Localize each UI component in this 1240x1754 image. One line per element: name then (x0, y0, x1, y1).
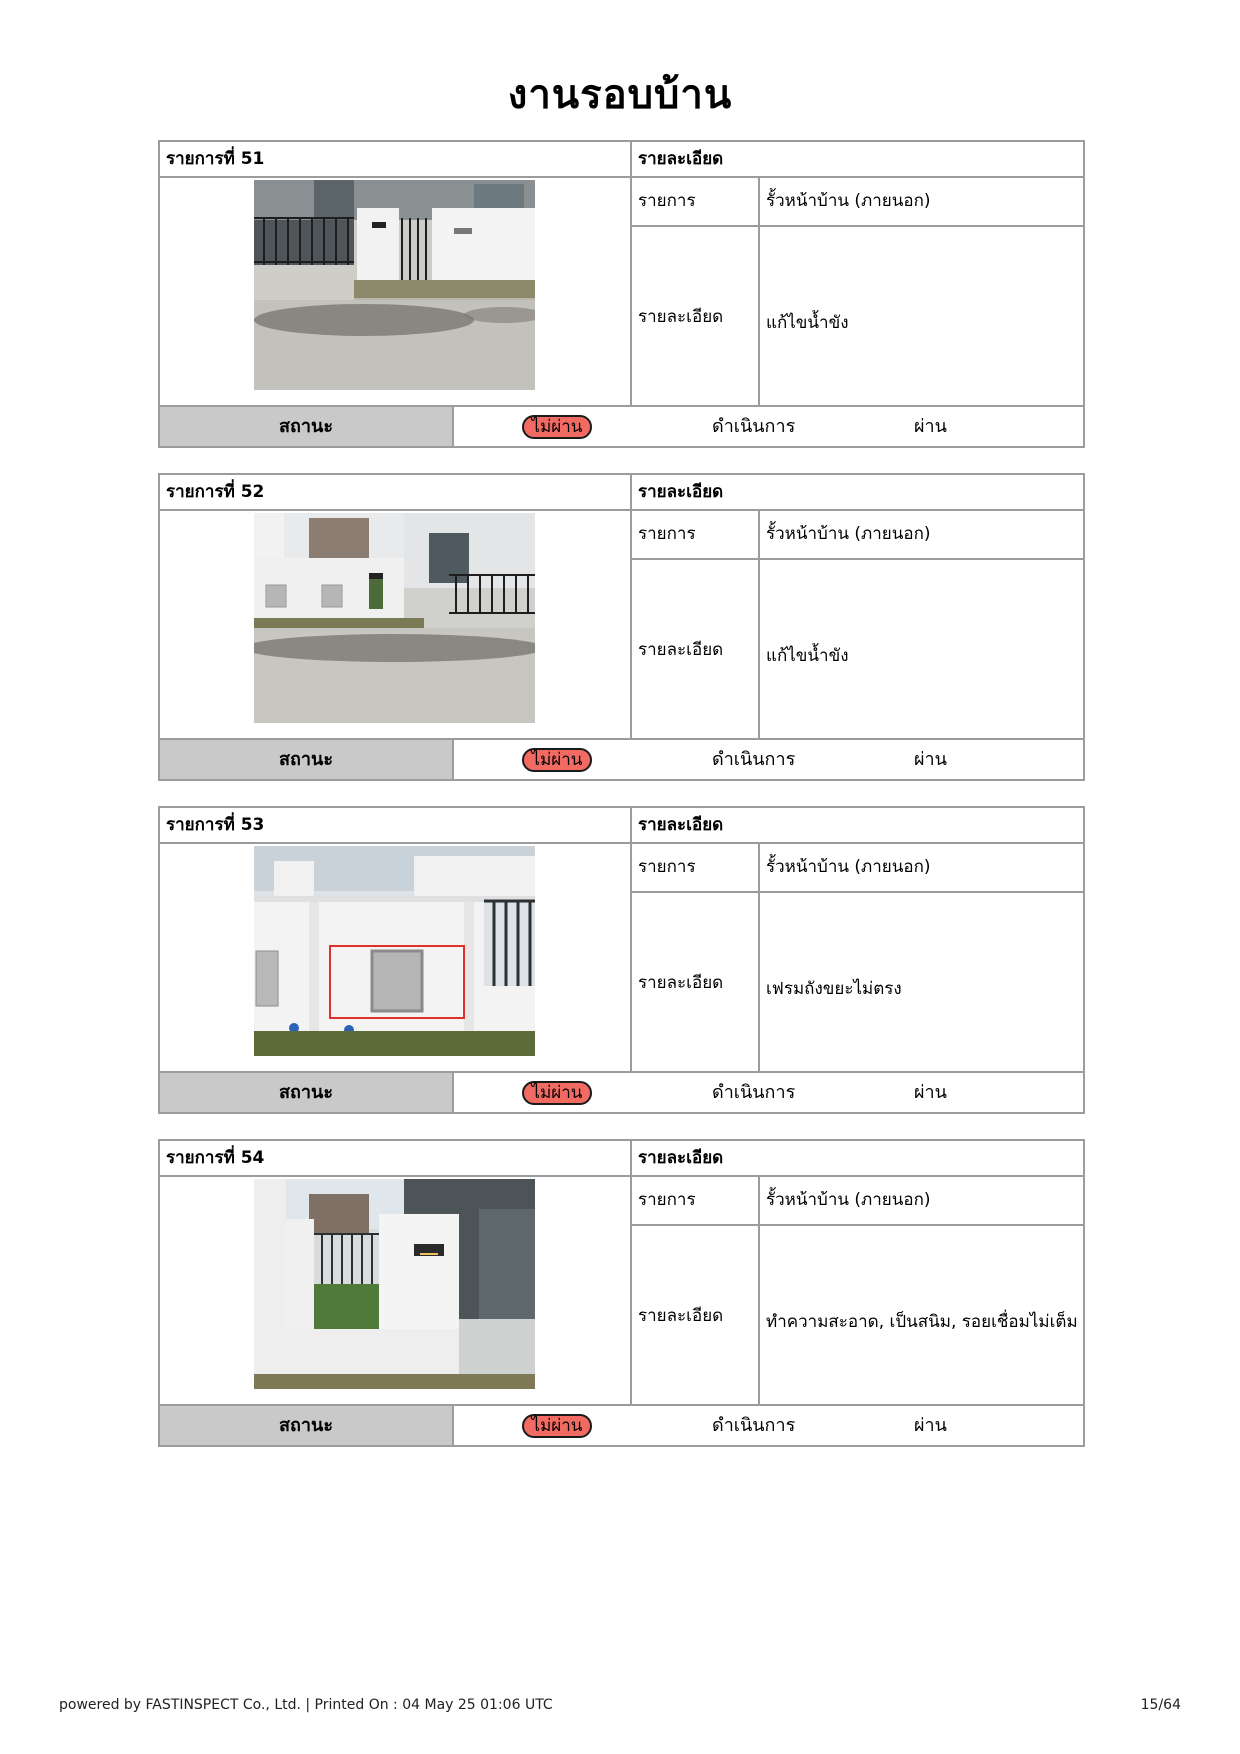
status-row (160, 740, 1083, 779)
inspection-item-53 (158, 806, 1085, 1114)
item-label: รายการ (638, 524, 696, 544)
inspection-photo (254, 1179, 535, 1389)
detail-header: รายละเอียด (638, 482, 724, 502)
status-label: สถานะ (160, 1406, 452, 1445)
status-label: สถานะ (160, 407, 452, 446)
detail-value: แก้ไขน้ำขัง (766, 313, 849, 333)
item-value: รั้วหน้าบ้าน (ภายนอก) (766, 191, 931, 211)
action-value: ผ่าน (914, 416, 947, 437)
fail-status-badge: ไม่ผ่าน (522, 415, 592, 439)
item-header: รายการที่ 51 (166, 149, 265, 169)
action-value: ผ่าน (914, 1082, 947, 1103)
fail-status-badge: ไม่ผ่าน (522, 1414, 592, 1438)
item-label: รายการ (638, 191, 696, 211)
detail-label: รายละเอียด (638, 640, 724, 660)
page-number: 15/64 (1140, 1697, 1181, 1713)
item-label: รายการ (638, 857, 696, 877)
inspection-item-51 (158, 140, 1085, 448)
item-value: รั้วหน้าบ้าน (ภายนอก) (766, 524, 931, 544)
inspection-photo (254, 513, 535, 723)
action-label: ดำเนินการ (712, 1082, 796, 1103)
item-label: รายการ (638, 1190, 696, 1210)
action-label: ดำเนินการ (712, 416, 796, 437)
detail-value: เฟรมถังขยะไม่ตรง (766, 979, 902, 999)
item-header: รายการที่ 54 (166, 1148, 265, 1168)
detail-label: รายละเอียด (638, 1306, 724, 1326)
page-title: งานรอบบ้าน (507, 72, 733, 118)
item-header: รายการที่ 52 (166, 482, 265, 502)
action-value: ผ่าน (914, 1415, 947, 1436)
detail-value: แก้ไขน้ำขัง (766, 646, 849, 666)
action-label: ดำเนินการ (712, 1415, 796, 1436)
fail-status-badge: ไม่ผ่าน (522, 1081, 592, 1105)
status-row (160, 1073, 1083, 1112)
action-label: ดำเนินการ (712, 749, 796, 770)
inspection-item-54 (158, 1139, 1085, 1447)
detail-header: รายละเอียด (638, 149, 724, 169)
inspection-item-52 (158, 473, 1085, 781)
status-label: สถานะ (160, 740, 452, 779)
detail-header: รายละเอียด (638, 1148, 724, 1168)
action-value: ผ่าน (914, 749, 947, 770)
item-value: รั้วหน้าบ้าน (ภายนอก) (766, 857, 931, 877)
detail-value: ทำความสะอาด, เป็นสนิม, รอยเชื่อมไม่เต็ม (766, 1312, 1078, 1332)
inspection-photo (254, 846, 535, 1056)
fail-status-badge: ไม่ผ่าน (522, 748, 592, 772)
detail-label: รายละเอียด (638, 307, 724, 327)
item-header: รายการที่ 53 (166, 815, 265, 835)
status-row (160, 1406, 1083, 1445)
footer-printed-info: powered by FASTINSPECT Co., Ltd. | Printed On : 04 May 25 01:06 UTC (59, 1697, 553, 1713)
status-label: สถานะ (160, 1073, 452, 1112)
detail-header: รายละเอียด (638, 815, 724, 835)
item-value: รั้วหน้าบ้าน (ภายนอก) (766, 1190, 931, 1210)
inspection-photo (254, 180, 535, 390)
status-row (160, 407, 1083, 446)
detail-label: รายละเอียด (638, 973, 724, 993)
